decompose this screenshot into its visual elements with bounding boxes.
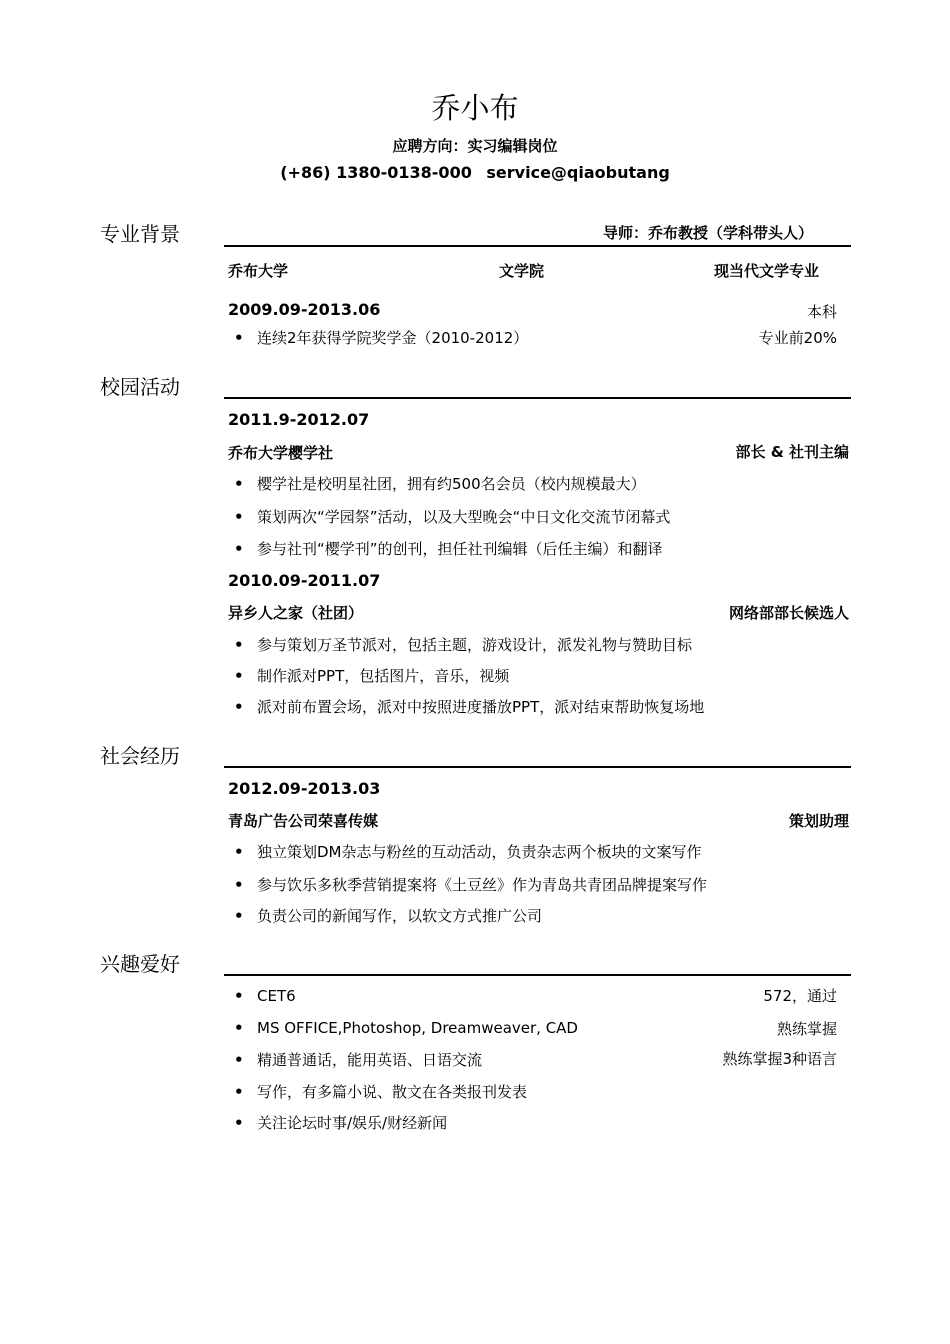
list-item-text: 策划两次“学园祭”活动，以及大型晚会“中日文化交流节闭幕式 [257,508,671,526]
major: 现当代文学专业 [714,262,820,280]
entry-organization: 异乡人之家（社团） [228,604,364,622]
list-item [234,474,646,494]
bullet-glyph: • [234,843,244,861]
list-item [234,539,663,559]
list-item [234,1018,578,1038]
entry-role: 部长 & 社刊主编 [735,443,849,461]
bullet-glyph: • [234,475,244,493]
list-item-note: 专业前20% [758,329,837,347]
job-objective: 应聘方向：实习编辑岗位 [392,137,558,155]
degree: 本科 [806,303,837,321]
list-item [234,986,296,1006]
entry-role: 策划助理 [788,812,849,830]
list-item [234,875,707,895]
bullet-glyph: • [234,1114,244,1132]
list-item-text: 精通普通话，能用英语、日语交流 [257,1051,483,1069]
list-item [234,697,704,717]
list-item-text: 参与社刊“樱学刊”的创刊，担任社刊编辑（后任主编）和翻译 [257,540,663,558]
email-address: service@qiaobutang [486,163,670,182]
section-title-education: 专业背景 [100,222,180,246]
section-title-campus: 校园活动 [100,375,180,399]
section-title-interests: 兴趣爱好 [100,952,180,976]
bullet-glyph: • [234,508,244,526]
bullet-glyph: • [234,1019,244,1037]
entry-organization: 青岛广告公司荣喜传媒 [228,812,379,830]
list-item [234,328,528,348]
advisor: 导师：乔布教授（学科带头人） [603,224,814,242]
section-divider [224,974,851,976]
list-item [234,1082,527,1102]
school: 文学院 [499,262,545,280]
list-item [234,842,702,862]
bullet-glyph: • [234,540,244,558]
bullet-glyph: • [234,907,244,925]
entry-organization: 乔布大学樱学社 [228,444,334,462]
list-item [234,507,670,527]
list-item-text: 参与策划万圣节派对，包括主题，游戏设计，派发礼物与赞助目标 [257,636,693,654]
list-item-text: 派对前布置会场，派对中按照进度播放PPT，派对结束帮助恢复场地 [257,698,705,716]
section-divider [224,245,851,247]
bullet-glyph: • [234,329,244,347]
list-item [234,906,542,926]
resume-name: 乔小布 [431,91,519,125]
list-item-text: MS OFFICE,Photoshop, Dreamweaver, CAD [257,1019,578,1037]
entry-period: 2012.09-2013.03 [228,779,381,798]
list-item [234,1113,447,1133]
phone-number: (+86) 1380-0138-000 [280,163,472,182]
bullet-glyph: • [234,987,244,1005]
list-item-text: 樱学社是校明星社团，拥有约500名会员（校内规模最大） [257,475,646,493]
list-item [234,666,509,686]
entry-period: 2010.09-2011.07 [228,571,381,590]
list-item-text: 制作派对PPT，包括图片，音乐，视频 [257,667,510,685]
bullet-glyph: • [234,667,244,685]
list-item-note: 572，通过 [763,987,837,1005]
section-title-social: 社会经历 [100,744,180,768]
section-divider [224,397,851,399]
bullet-glyph: • [234,636,244,654]
list-item-text: 写作，有多篇小说、散文在各类报刊发表 [257,1083,528,1101]
list-item-text: 关注论坛时事/娱乐/财经新闻 [257,1114,448,1132]
bullet-glyph: • [234,1051,244,1069]
list-item [234,1050,482,1070]
contact-line [0,162,950,184]
list-item-text: 独立策划DM杂志与粉丝的互动活动，负责杂志两个板块的文案写作 [257,843,702,861]
list-item-note: 熟练掌握3种语言 [722,1050,837,1068]
list-item-note: 熟练掌握 [776,1020,837,1038]
list-item-text: CET6 [257,987,296,1005]
bullet-glyph: • [234,698,244,716]
education-period: 2009.09-2013.06 [228,300,381,319]
section-divider [224,766,851,768]
bullet-glyph: • [234,1083,244,1101]
list-item-text: 负责公司的新闻写作，以软文方式推广公司 [257,907,543,925]
entry-role: 网络部部长候选人 [728,604,849,622]
entry-period: 2011.9-2012.07 [228,410,370,429]
list-item-text: 参与饮乐多秋季营销提案将《土豆丝》作为青岛共青团品牌提案写作 [257,876,708,894]
bullet-glyph: • [234,876,244,894]
university: 乔布大学 [228,262,289,280]
list-item-text: 连续2年获得学院奖学金（2010-2012） [257,329,529,347]
list-item [234,635,692,655]
